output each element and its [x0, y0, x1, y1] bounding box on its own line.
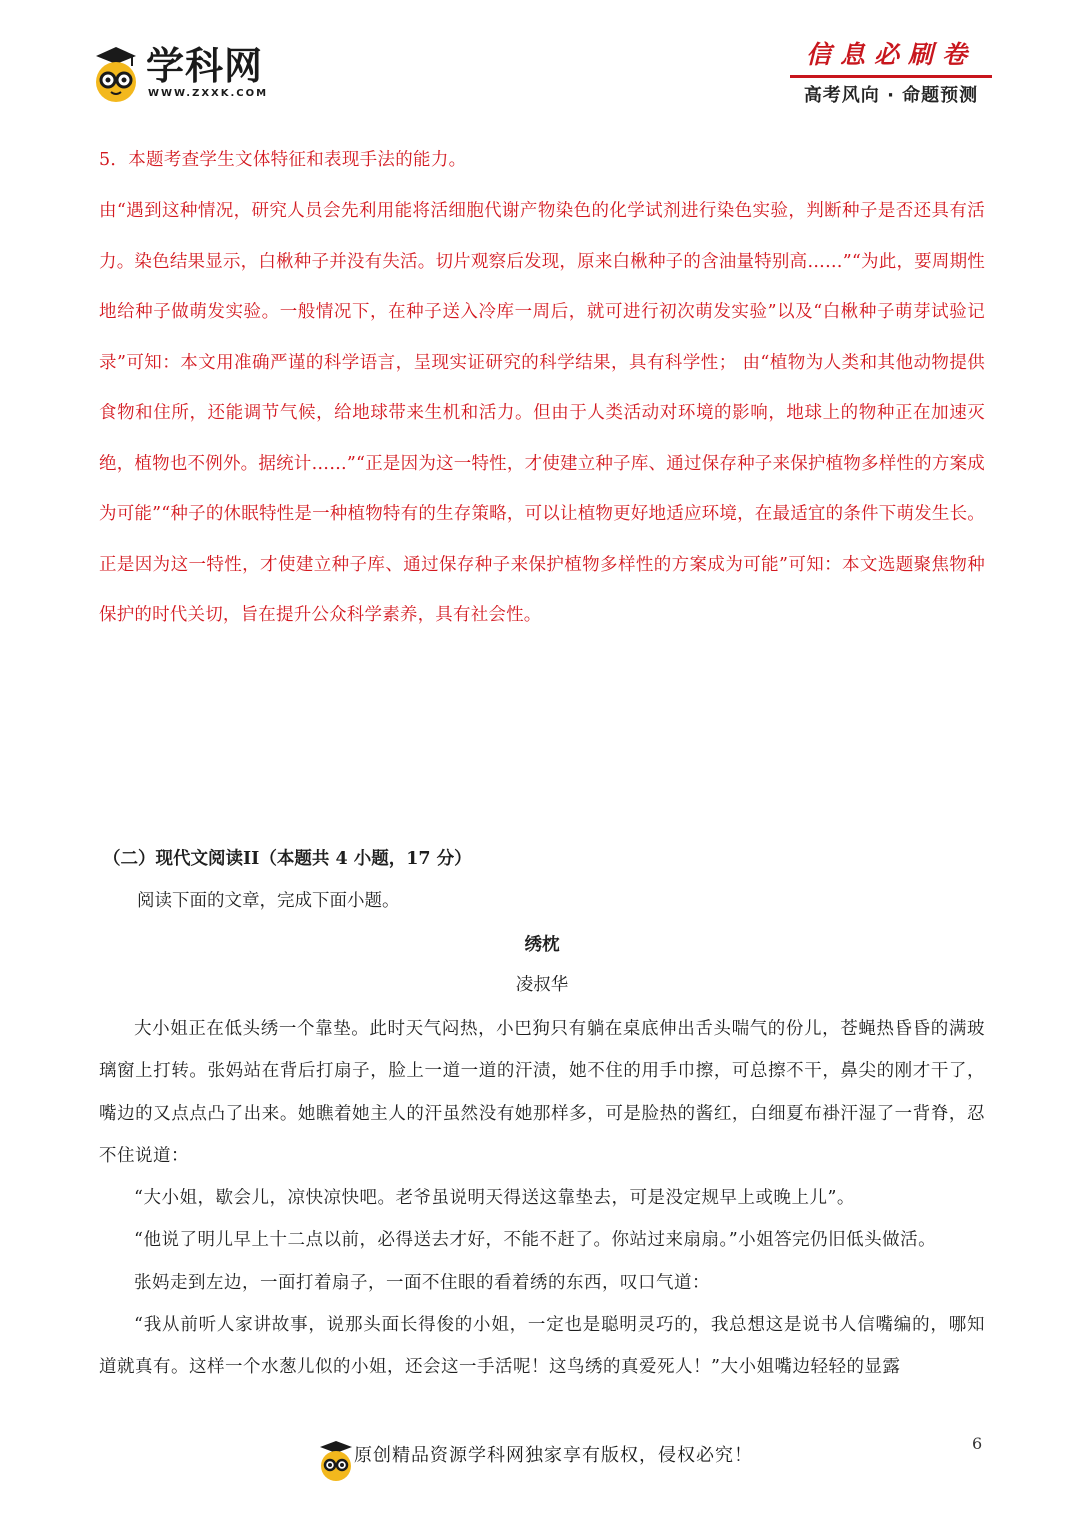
badge-title: 信息必刷卷	[805, 40, 976, 69]
story-text	[99, 1008, 985, 1389]
page-number: 6	[972, 1434, 983, 1453]
answer-body: 由“遇到这种情况，研究人员会先利用能将活细胞代谢产物染色的化学试剂进行染色实验，判断种子是否还具有活力。染色结果显示，白楸种子并没有失活。切片观察后发现，原来白楸种子的含油量特别高……”“为此，要周期性地给种子做萌发实验。一般情况下，在种子送入冷库一周后，就可进行初次萌发实验”以及“白楸种子萌芽试验记录”可知：本文用准确严谨的科学语言，呈现实证研究的科学结果，具有科学性； 由“植物为人类和其他动物提供食物和住所，还能调节气候，给地球带来生机和活力。但由于人类活动对环境的影响，地球上的物种正在加速灭绝，植物也不例外。据统计……”“正是因为这一特性，才使建立种子库、通过保存种子来保护植物多样性的方案成为可能”“种子的休眠特性是一种植物特有的生存策略，可以让植物更好地适应环境，在最适宜的条件下萌发生长。正是因为这一特性，才使建立种子库、通过保存种子来保护植物多样性的方案成为可能”可知：本文选题聚焦物种保护的时代关切，旨在提升公众科学素养，具有社会性。	[99, 201, 985, 625]
answer-heading: 5．本题考查学生文体特征和表现手法的能力。	[99, 150, 467, 170]
answer-explanation	[99, 140, 985, 641]
story-author: 凌叔华	[515, 975, 569, 995]
owl-mascot-icon	[92, 42, 140, 104]
zxxk-logo	[92, 42, 292, 104]
badge-subtitle: 高考风向 · 命题预测	[803, 85, 979, 106]
copyright-notice: 原创精品资源学科网独家享有版权，侵权必究！	[354, 1445, 753, 1466]
section-title: （二）现代文阅读II（本题共 4 小题，17 分）	[103, 849, 472, 869]
story-paragraph: “他说了明儿早上十二点以前，必得送去才好，不能不赶了。你站过来扇扇。”小姐答完仍旧低头做活。	[134, 1230, 937, 1251]
story-paragraph: “我从前听人家讲故事，说那头面长得俊的小姐，一定也是聪明灵巧的，我总想这是说书人信嘴编的，哪知道就真有。这样一个水葱儿似的小姐，还会这一手活呢！这鸟绣的真爱死人！”大小姐嘴边轻轻的显露	[99, 1315, 985, 1378]
exam-badge	[790, 38, 992, 112]
badge-divider	[790, 75, 992, 78]
page-footer	[0, 1430, 1080, 1490]
story-paragraph: 张妈走到左边，一面打着扇子，一面不住眼的看着绣的东西，叹口气道：	[134, 1272, 710, 1293]
logo-wordmark: 学科网	[146, 44, 264, 88]
story-title: 绣枕	[524, 935, 560, 955]
logo-url: WWW.ZXXK.COM	[148, 88, 269, 99]
reading-section	[99, 842, 985, 1389]
page-header	[0, 0, 1080, 130]
story-paragraph: 大小姐正在低头绣一个靠垫。此时天气闷热，小巴狗只有躺在桌底伸出舌头喘气的份儿，苍蝇热昏昏的满玻璃窗上打转。张妈站在背后打扇子，脸上一道一道的汗渍，她不住的用手巾擦，可总擦不干，鼻尖的刚才干了，嘴边的又点点凸了出来。她瞧着她主人的汗虽然没有她那样多，可是脸热的酱红，白细夏布褂汗湿了一背脊，忍不住说道：	[99, 1019, 985, 1166]
owl-mascot-icon	[316, 1438, 356, 1482]
story-paragraph: “大小姐，歇会儿，凉快凉快吧。老爷虽说明天得送这靠垫去，可是没定规早上或晚上儿”。	[134, 1188, 855, 1209]
section-instruction: 阅读下面的文章，完成下面小题。	[137, 891, 400, 911]
